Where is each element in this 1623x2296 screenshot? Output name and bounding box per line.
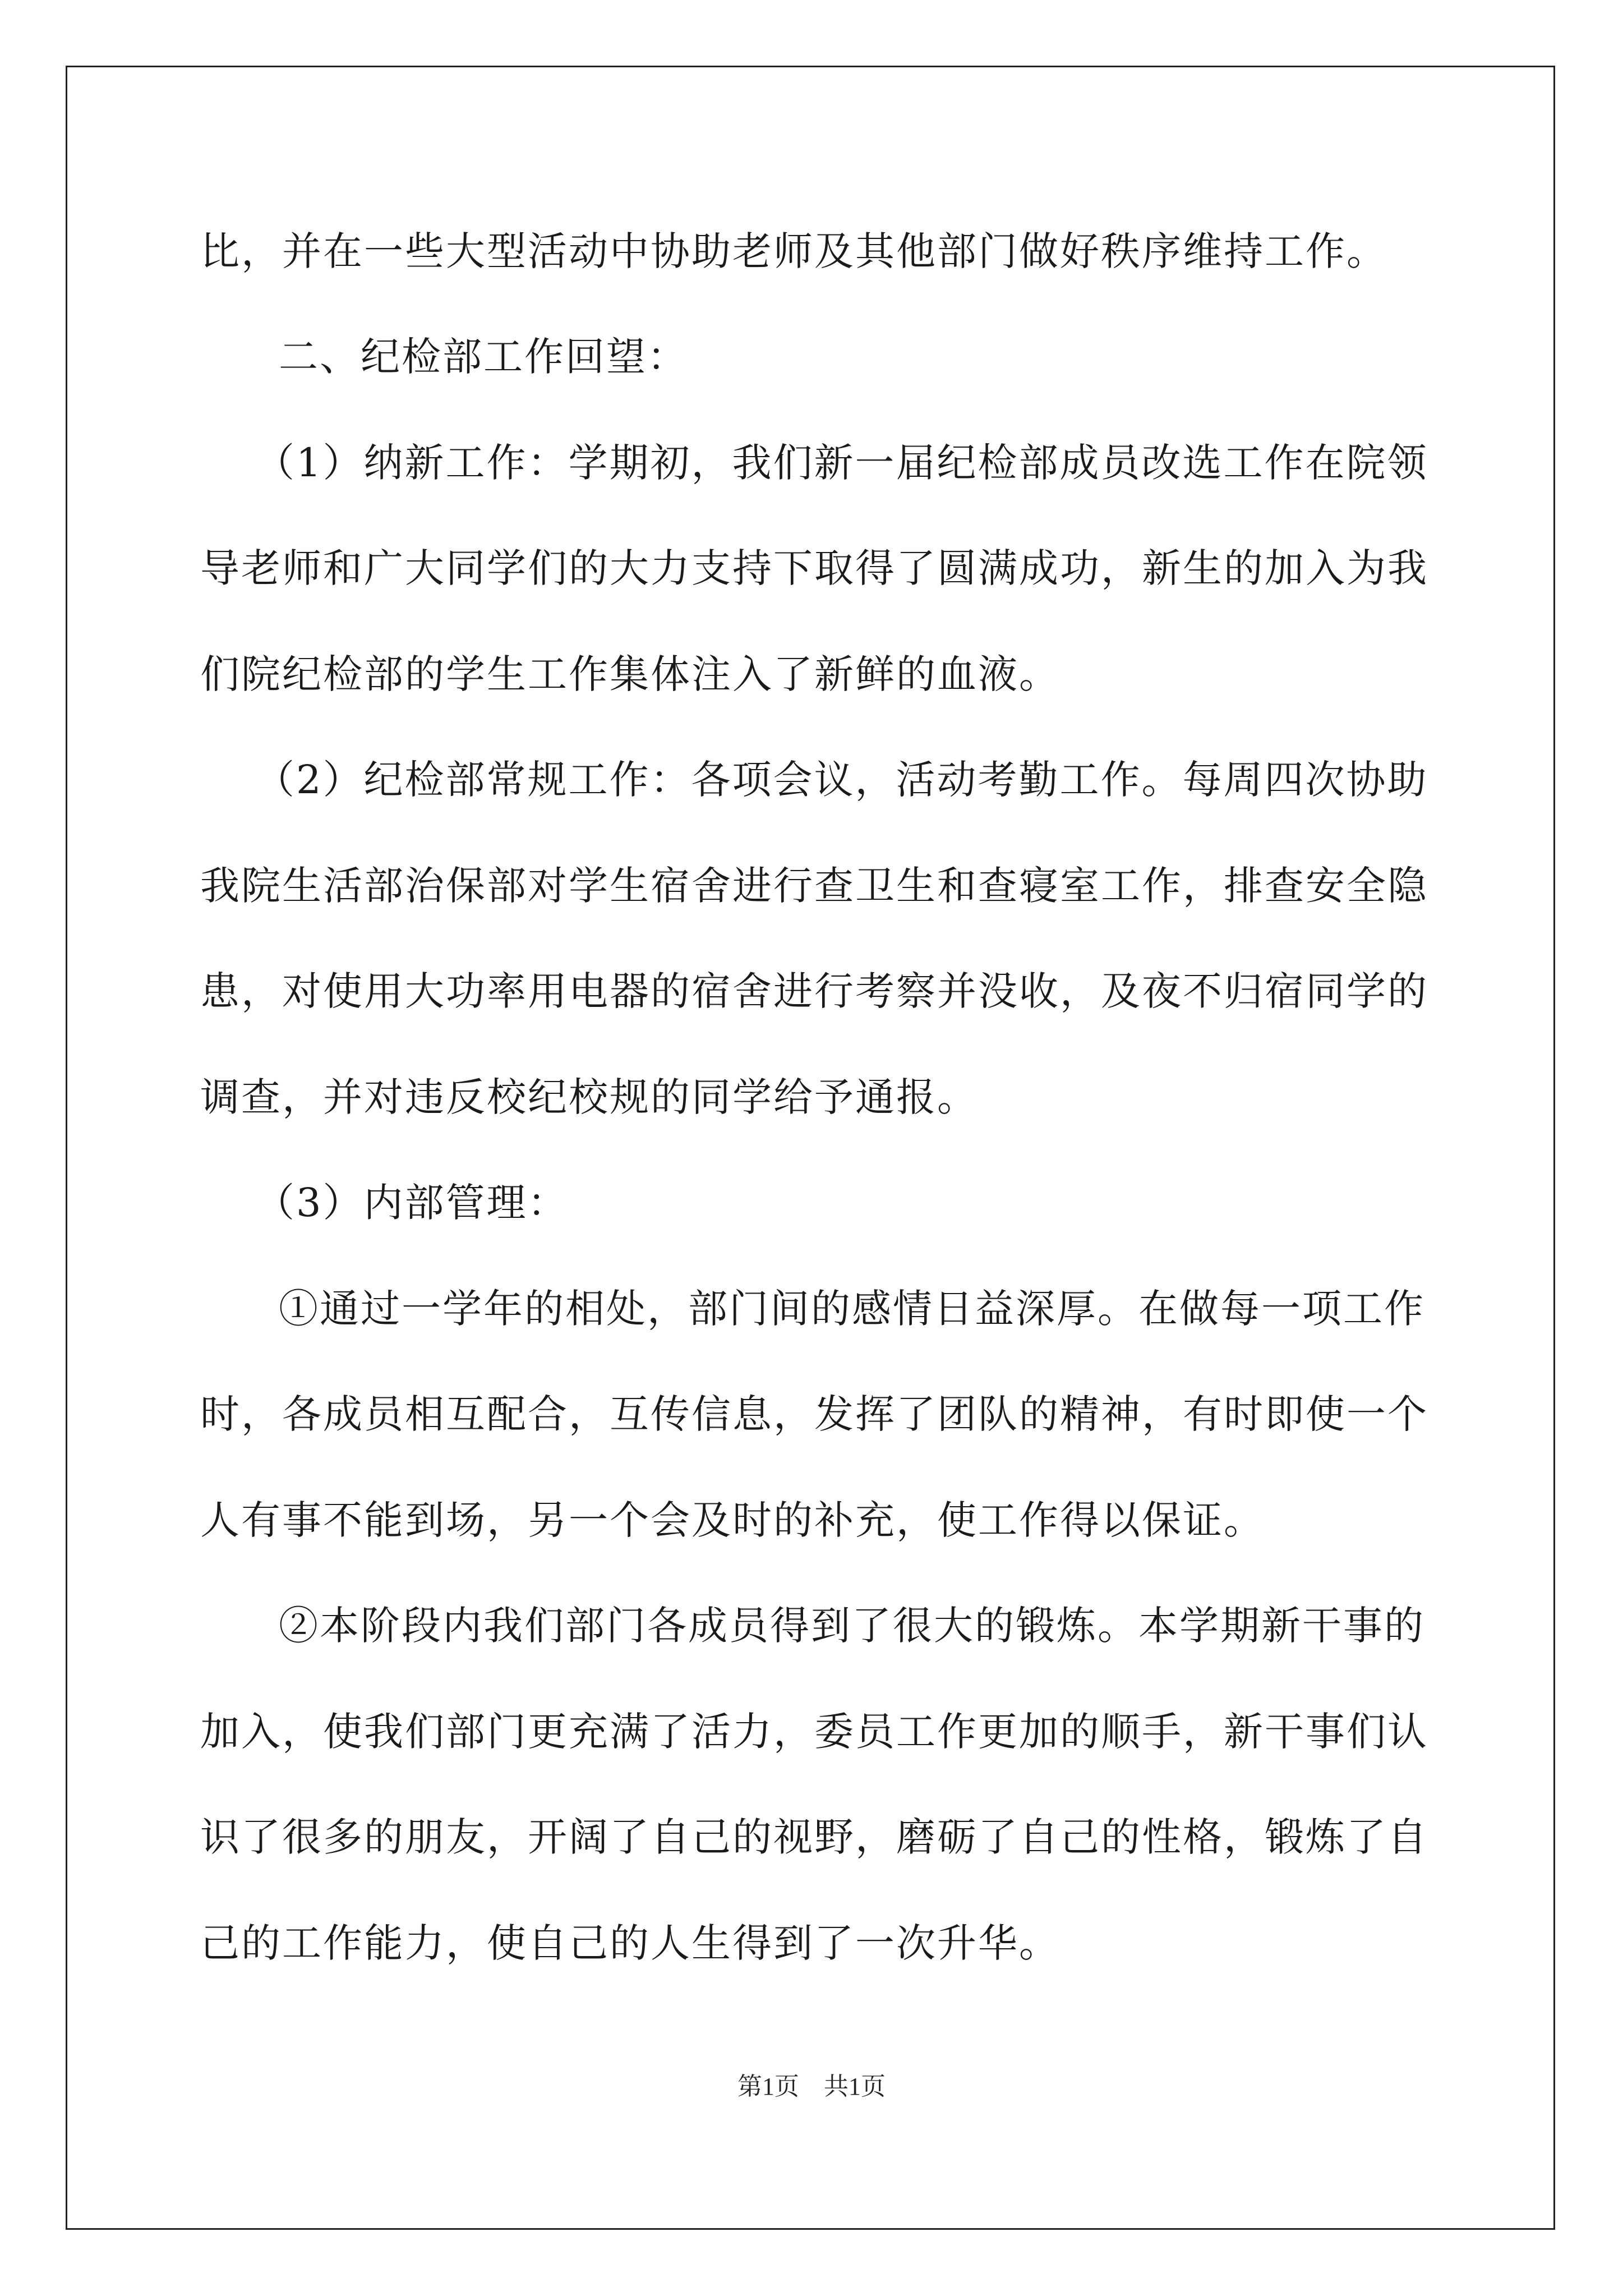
text-line: 调查，并对违反校纪校规的同学给予通报。 — [200, 1074, 978, 1120]
text-line: ①通过一学年的相处，部门间的感情日益深厚。在做每一项工作 — [279, 1286, 1425, 1332]
text-line: 比，并在一些大型活动中协助老师及其他部门做好秩序维持工作。 — [200, 228, 1387, 274]
text-line: 患，对使用大功率用电器的宿舍进行考察并没收，及夜不归宿同学的 — [200, 968, 1428, 1014]
text-line: 人有事不能到场，另一个会及时的补充，使工作得以保证。 — [200, 1497, 1265, 1543]
text-line: 导老师和广大同学们的大力支持下取得了圆满成功，新生的加入为我 — [200, 545, 1428, 591]
text-line: 加入，使我们部门更充满了活力，委员工作更加的顺手，新干事们认 — [200, 1709, 1428, 1755]
page-footer: 第1页 共1页 — [737, 2073, 886, 2100]
text-line: 我院生活部治保部对学生宿舍进行查卫生和查寝室工作，排查安全隐 — [200, 863, 1428, 909]
text-line: 识了很多的朋友，开阔了自己的视野，磨砺了自己的性格，锻炼了自 — [200, 1814, 1428, 1860]
text-line: 时，各成员相互配合，互传信息，发挥了团队的精神，有时即使一个 — [200, 1391, 1428, 1437]
text-line: （1）纳新工作：学期初，我们新一届纪检部成员改选工作在院领 — [255, 440, 1428, 486]
text-line: 们院纪检部的学生工作集体注入了新鲜的血液。 — [200, 651, 1060, 697]
section-heading: 二、纪检部工作回望： — [279, 334, 688, 380]
text-line: （2）纪检部常规工作：各项会议，活动考勤工作。每周四次协助 — [255, 757, 1428, 803]
text-line: ②本阶段内我们部门各成员得到了很大的锻炼。本学期新干事的 — [279, 1603, 1425, 1649]
section-heading: （3）内部管理： — [255, 1180, 569, 1226]
text-line: 己的工作能力，使自己的人生得到了一次升华。 — [200, 1920, 1060, 1966]
